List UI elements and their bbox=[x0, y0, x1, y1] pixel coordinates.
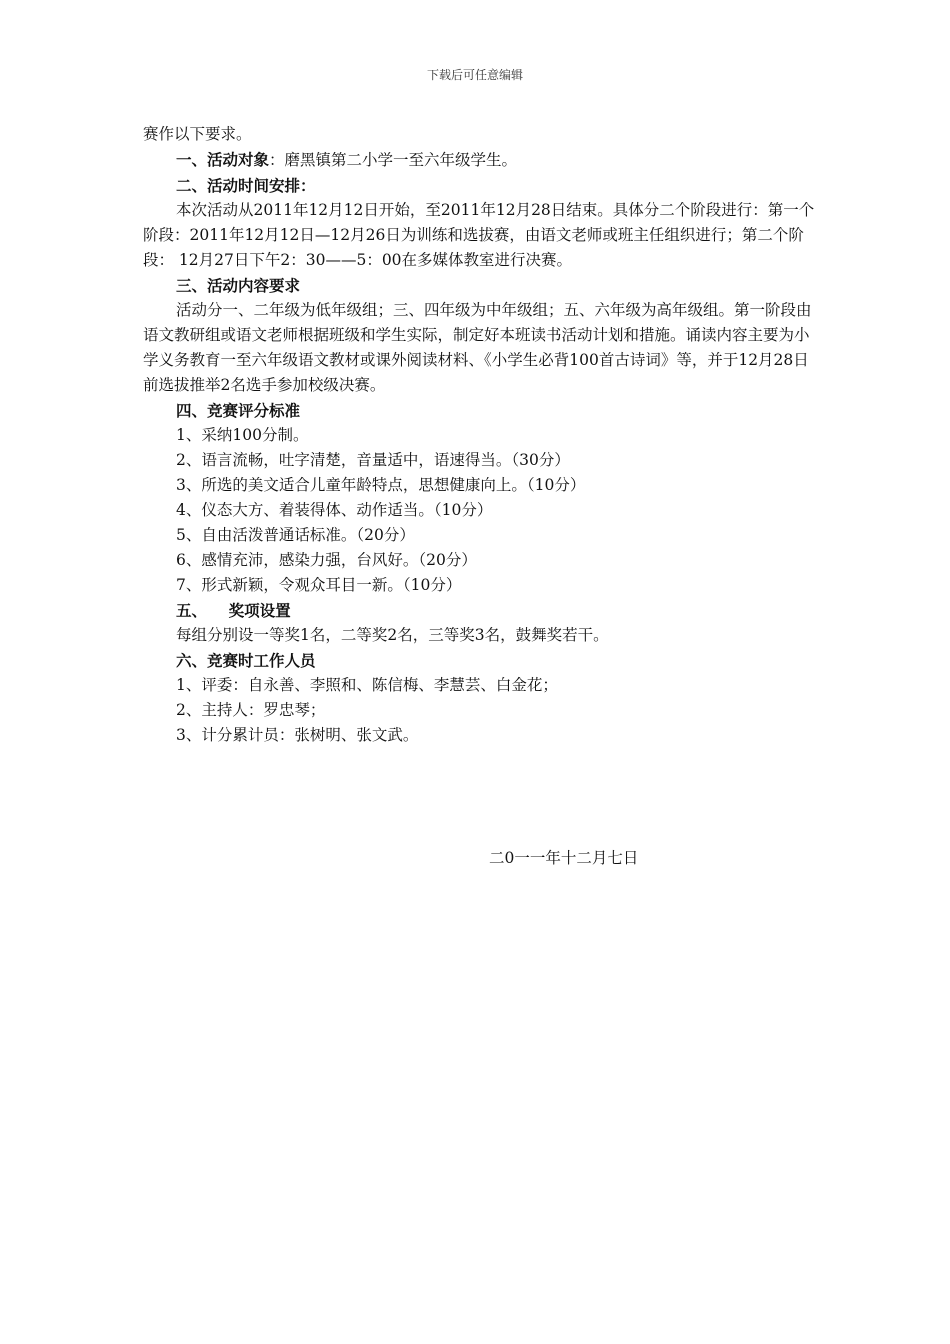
section-1-text: ：磨黑镇第二小学一至六年级学生。 bbox=[269, 151, 518, 169]
list-item: 2、语言流畅，吐字清楚，音量适中，语速得当。（30分） bbox=[176, 451, 570, 469]
section-3-title: 三、活动内容要求 bbox=[176, 276, 301, 295]
section-1 bbox=[143, 147, 815, 173]
section-3-paragraph: 活动分一、二年级为低年级组；三、四年级为中年级组；五、六年级为高年级组。第一阶段由语文教研组或语文老师根据班级和学生实际，制定好本班读书活动计划和措施。诵读内容主要为小学义务教育一至六年级语文教材或课外阅读材料、《小学生必背100首古诗词》等，并于12月28日前选拔推举2名选手参加校级决赛。 bbox=[143, 301, 812, 394]
section-2-title: 二、活动时间安排： bbox=[176, 176, 316, 195]
list-item: 3、所选的美文适合儿童年龄特点，思想健康向上。（10分） bbox=[176, 476, 586, 494]
list-item: 1、采纳100分制。 bbox=[176, 426, 309, 444]
section-1-title: 一、活动对象 bbox=[176, 150, 270, 169]
list-item: 1、评委：自永善、李照和、陈信梅、李慧芸、白金花； bbox=[176, 676, 558, 694]
page-header: 下载后可任意编辑 bbox=[426, 68, 523, 82]
section-5-paragraph: 每组分别设一等奖1名，二等奖2名，三等奖3名，鼓舞奖若干。 bbox=[176, 626, 609, 644]
intro-line: 赛作以下要求。 bbox=[143, 125, 252, 143]
section-2-paragraph: 本次活动从2011年12月12日开始，至2011年12月28日结束。具体分二个阶段进行：第一个阶段：2011年12月12日—12月26日为训练和选拔赛，由语文老师或班主任组织进行；第二个阶段： 12月27日下午2：30——5：00在多媒体教室进行决赛。 bbox=[143, 201, 815, 269]
section-5-title: 五、 奖项设置 bbox=[176, 601, 291, 620]
document-body bbox=[143, 122, 815, 748]
list-item: 2、主持人：罗忠琴； bbox=[176, 701, 326, 719]
section-6-title: 六、竞赛时工作人员 bbox=[176, 651, 316, 670]
section-4-title: 四、竞赛评分标准 bbox=[176, 401, 301, 420]
list-item: 6、感情充沛，感染力强，台风好。（20分） bbox=[176, 551, 477, 569]
list-item: 5、自由活泼普通话标准。（20分） bbox=[176, 526, 415, 544]
list-item: 4、仪态大方、着装得体、动作适当。（10分） bbox=[176, 501, 493, 519]
list-item: 3、计分累计员：张树明、张文武。 bbox=[176, 726, 419, 744]
list-item: 7、形式新颖，令观众耳目一新。（10分） bbox=[176, 576, 462, 594]
document-date: 二0一一年十二月七日 bbox=[489, 849, 639, 867]
